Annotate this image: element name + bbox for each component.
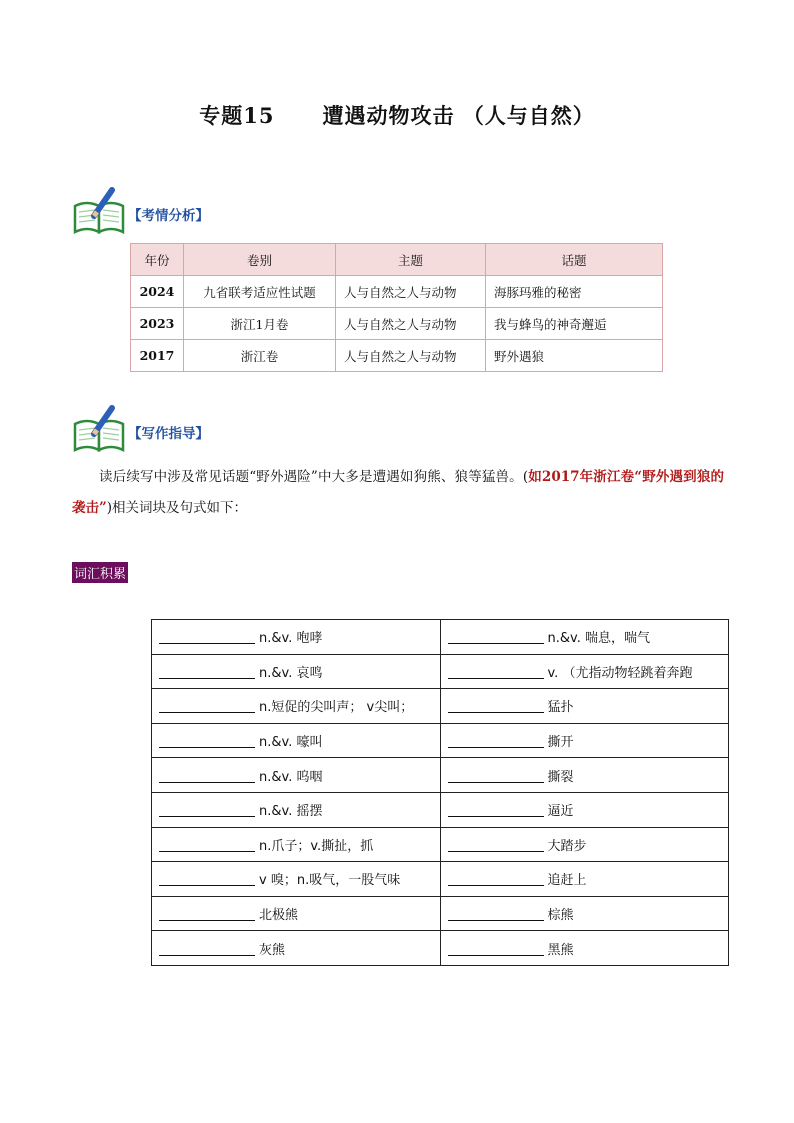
page-title: [0, 100, 794, 130]
vocab-meaning: v. （尤指动物轻跳着奔跑: [547, 665, 693, 681]
vocab-cell: [152, 862, 441, 897]
guide-text-before: 读后续写中涉及常见话题“野外遇险”中大多是遭遇如狗熊、狼等猛兽。(: [99, 469, 529, 485]
paper-cell: 浙江1月卷: [184, 308, 336, 340]
answer-blank[interactable]: [448, 698, 544, 713]
topic-cell: 野外遇狼: [486, 340, 663, 372]
vocab-meaning: n.&v. 嚎叫: [259, 735, 323, 751]
answer-blank[interactable]: [159, 941, 255, 956]
vocab-cell: [152, 758, 441, 793]
table-row: [152, 896, 729, 931]
answer-blank[interactable]: [159, 802, 255, 817]
vocab-table: [151, 619, 729, 966]
answer-blank[interactable]: [159, 698, 255, 713]
year-cell: 2017: [131, 340, 184, 372]
vocab-cell: [440, 723, 729, 758]
table-row: [152, 931, 729, 966]
topic-cell: 我与蜂鸟的神奇邂逅: [486, 308, 663, 340]
answer-blank[interactable]: [159, 906, 255, 921]
vocab-cell: [440, 862, 729, 897]
vocab-meaning: n.短促的尖叫声； v尖叫；: [259, 700, 414, 716]
vocab-meaning: 猛扑: [547, 700, 574, 716]
answer-blank[interactable]: [159, 768, 255, 783]
vocab-cell: [152, 896, 441, 931]
answer-blank[interactable]: [448, 664, 544, 679]
vocab-cell: [440, 896, 729, 931]
guide-section-label: 【写作指导】: [128, 426, 209, 442]
vocab-cell: [440, 620, 729, 655]
vocab-cell: [152, 792, 441, 827]
table-row: [152, 758, 729, 793]
vocab-meaning: 逼近: [547, 804, 574, 820]
title-topic-name: 遭遇动物攻击 （人与自然）: [322, 103, 595, 128]
book-pencil-icon: [72, 404, 128, 454]
paper-cell: 浙江卷: [184, 340, 336, 372]
answer-blank[interactable]: [448, 941, 544, 956]
table-header-row: [131, 244, 663, 276]
table-row: [131, 276, 663, 308]
guide-highlight: 如2017年浙江卷“野外遇到狼的袭击”: [72, 469, 724, 516]
answer-blank[interactable]: [448, 871, 544, 886]
exam-analysis-table: [130, 243, 663, 372]
vocab-meaning: n.&v. 哀鸣: [259, 665, 323, 681]
answer-blank[interactable]: [159, 837, 255, 852]
vocab-cell: [152, 827, 441, 862]
vocab-meaning: v 嗅；n.吸气，一股气味: [259, 873, 401, 889]
table-row: [152, 827, 729, 862]
title-topic-number: 专题15: [199, 103, 275, 128]
vocab-meaning: n.爪子；v.撕扯，抓: [259, 838, 374, 854]
header-year: 年份: [131, 244, 184, 276]
theme-cell: 人与自然之人与动物: [336, 308, 486, 340]
answer-blank[interactable]: [159, 733, 255, 748]
guide-text-after: )相关词块及句式如下：: [106, 500, 248, 516]
table-row: [152, 723, 729, 758]
table-row: [152, 862, 729, 897]
year-cell: 2024: [131, 276, 184, 308]
theme-cell: 人与自然之人与动物: [336, 340, 486, 372]
vocab-cell: [440, 689, 729, 724]
vocab-meaning: 黑熊: [547, 942, 574, 958]
answer-blank[interactable]: [448, 906, 544, 921]
vocab-cell: [440, 758, 729, 793]
answer-blank[interactable]: [448, 733, 544, 748]
answer-blank[interactable]: [448, 837, 544, 852]
header-paper: 卷别: [184, 244, 336, 276]
vocab-cell: [152, 654, 441, 689]
vocab-cell: [152, 620, 441, 655]
vocab-tag: 词汇积累: [72, 562, 128, 583]
vocab-cell: [440, 931, 729, 966]
table-row: [152, 654, 729, 689]
vocab-meaning: n.&v. 咆哮: [259, 631, 323, 647]
vocab-meaning: n.&v. 摇摆: [259, 804, 323, 820]
vocab-meaning: 撕裂: [547, 769, 574, 785]
answer-blank[interactable]: [448, 768, 544, 783]
vocab-cell: [152, 723, 441, 758]
guide-paragraph: [72, 462, 724, 524]
header-theme: 主题: [336, 244, 486, 276]
year-cell: 2023: [131, 308, 184, 340]
vocab-meaning: n.&v. 呜咽: [259, 769, 323, 785]
vocab-cell: [152, 689, 441, 724]
table-row: [152, 792, 729, 827]
answer-blank[interactable]: [159, 871, 255, 886]
answer-blank[interactable]: [448, 629, 544, 644]
paper-cell: 九省联考适应性试题: [184, 276, 336, 308]
vocab-cell: [440, 792, 729, 827]
table-row: [152, 620, 729, 655]
answer-blank[interactable]: [159, 629, 255, 644]
topic-cell: 海豚玛雅的秘密: [486, 276, 663, 308]
vocab-meaning: n.&v. 喘息，喘气: [547, 631, 650, 647]
vocab-cell: [152, 931, 441, 966]
vocab-meaning: 北极熊: [259, 908, 299, 924]
book-pencil-icon: [72, 186, 128, 236]
vocab-cell: [440, 654, 729, 689]
vocab-meaning: 灰熊: [259, 942, 286, 958]
vocab-cell: [440, 827, 729, 862]
answer-blank[interactable]: [159, 664, 255, 679]
header-topic: 话题: [486, 244, 663, 276]
theme-cell: 人与自然之人与动物: [336, 276, 486, 308]
table-row: [131, 308, 663, 340]
vocab-meaning: 棕熊: [547, 908, 574, 924]
vocab-meaning: 撕开: [547, 735, 574, 751]
table-row: [131, 340, 663, 372]
table-row: [152, 689, 729, 724]
vocab-meaning: 大踏步: [547, 838, 587, 854]
analysis-section-label: 【考情分析】: [128, 208, 209, 224]
vocab-meaning: 追赶上: [547, 873, 587, 889]
answer-blank[interactable]: [448, 802, 544, 817]
